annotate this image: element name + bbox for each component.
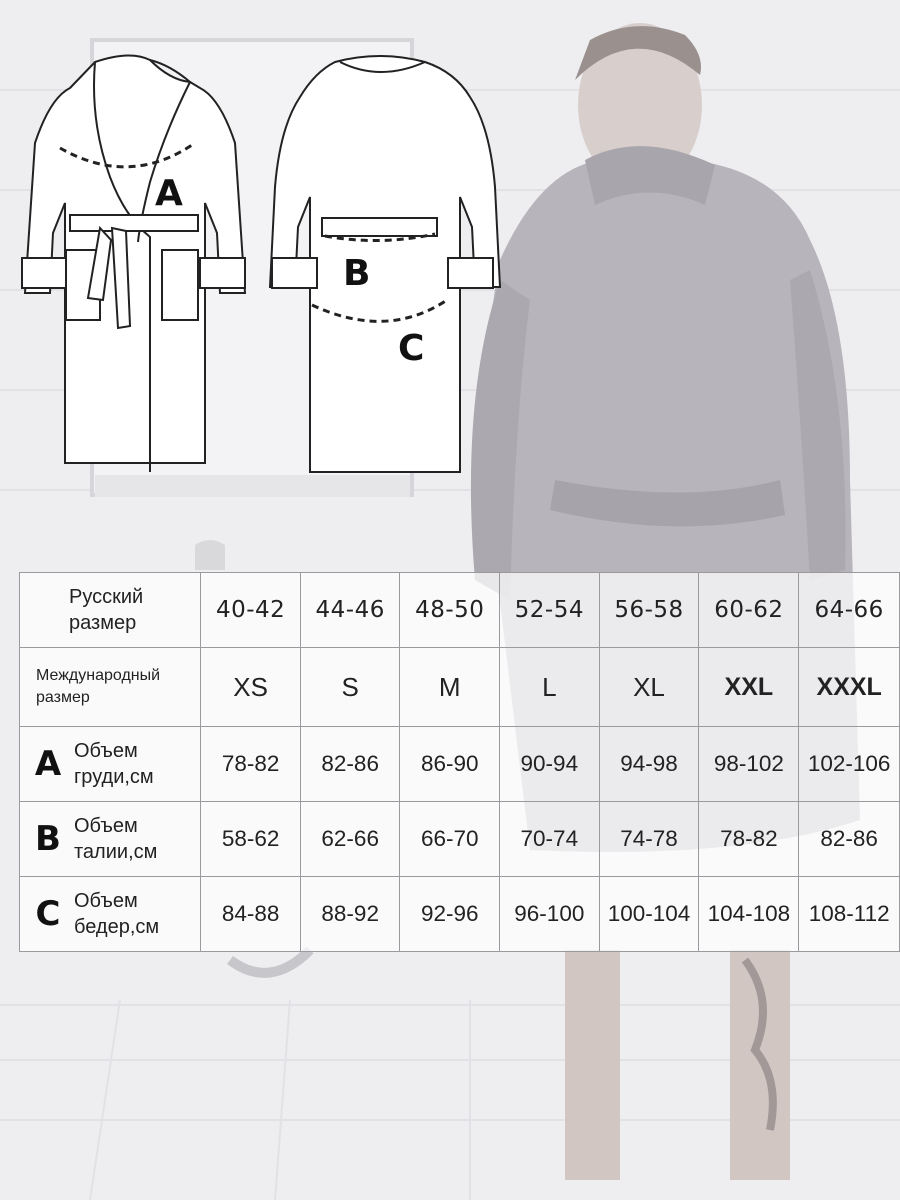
row-label-line: бедер,см — [74, 916, 160, 938]
waist-value-cell: 70-74 — [500, 802, 600, 877]
chest-header — [20, 727, 201, 802]
hips-value-cell: 92-96 — [400, 877, 500, 952]
chest-value-cell: 102-106 — [799, 727, 900, 802]
international-size-header — [20, 648, 201, 727]
chest-value-cell: 86-90 — [400, 727, 500, 802]
chest-value-cell: 90-94 — [500, 727, 600, 802]
chest-row — [20, 727, 900, 802]
diagram-label-b: B — [343, 253, 371, 294]
header-line: размер — [36, 689, 90, 706]
waist-value-cell: 78-82 — [699, 802, 799, 877]
hips-value-cell: 100-104 — [599, 877, 699, 952]
hips-header — [20, 877, 201, 952]
waist-header — [20, 802, 201, 877]
intl-size-cell: XXXL — [799, 648, 900, 727]
row-letter-c: C — [35, 894, 61, 934]
waist-value-cell: 74-78 — [599, 802, 699, 877]
waist-value-cell: 66-70 — [400, 802, 500, 877]
row-letter-b: B — [35, 819, 61, 859]
hips-row — [20, 877, 900, 952]
russian-size-cell: 44-46 — [300, 573, 400, 648]
international-size-row — [20, 648, 900, 727]
waist-value-cell: 58-62 — [201, 802, 301, 877]
diagram-label-a: A — [155, 173, 183, 214]
row-label-line: груди,см — [74, 766, 154, 788]
russian-size-cell: 52-54 — [500, 573, 600, 648]
russian-size-cell: 64-66 — [799, 573, 900, 648]
intl-size-cell: XXL — [699, 648, 799, 727]
row-label-line: Объем — [74, 890, 138, 912]
hips-value-cell: 108-112 — [799, 877, 900, 952]
chest-value-cell: 82-86 — [300, 727, 400, 802]
size-chart-table — [19, 572, 900, 952]
russian-size-row — [20, 573, 900, 648]
header-line: Международный — [36, 667, 161, 684]
chest-value-cell: 78-82 — [201, 727, 301, 802]
intl-size-cell: M — [400, 648, 500, 727]
hips-value-cell: 84-88 — [201, 877, 301, 952]
row-letter-a: A — [34, 744, 62, 784]
waist-value-cell: 62-66 — [300, 802, 400, 877]
russian-size-cell: 48-50 — [400, 573, 500, 648]
chest-value-cell: 94-98 — [599, 727, 699, 802]
russian-size-cell: 56-58 — [599, 573, 699, 648]
waist-value-cell: 82-86 — [799, 802, 900, 877]
intl-size-cell: XS — [201, 648, 301, 727]
hips-value-cell: 96-100 — [500, 877, 600, 952]
hips-value-cell: 104-108 — [699, 877, 799, 952]
row-label-line: Объем — [74, 740, 138, 762]
header-line: Русский — [69, 586, 144, 608]
intl-size-cell: S — [300, 648, 400, 727]
intl-size-cell: L — [500, 648, 600, 727]
intl-size-cell: XL — [599, 648, 699, 727]
russian-size-header — [20, 573, 201, 648]
chest-value-cell: 98-102 — [699, 727, 799, 802]
diagram-label-c: C — [398, 328, 425, 369]
russian-size-cell: 60-62 — [699, 573, 799, 648]
header-line: размер — [69, 612, 137, 634]
hips-value-cell: 88-92 — [300, 877, 400, 952]
row-label-line: талии,см — [74, 841, 158, 863]
russian-size-cell: 40-42 — [201, 573, 301, 648]
waist-row — [20, 802, 900, 877]
row-label-line: Объем — [74, 815, 138, 837]
